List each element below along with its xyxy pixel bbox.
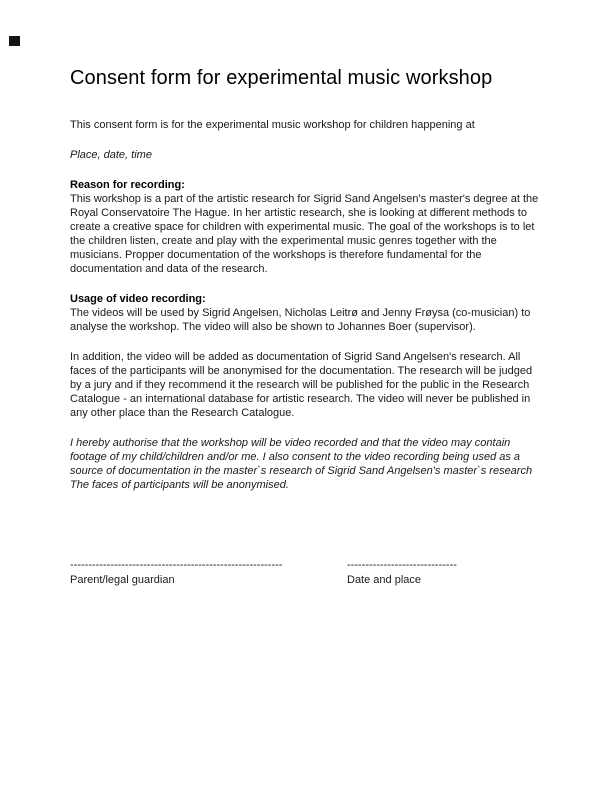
page-title: Consent form for experimental music workshop [70, 67, 493, 89]
guardian-signature-label: Parent/legal guardian [70, 574, 175, 586]
date-place-line: ------------------------------ [347, 559, 457, 571]
signature-block [70, 558, 543, 587]
date-place-area [347, 558, 543, 587]
date-place-label: Date and place [347, 574, 421, 586]
section-heading-usage: Usage of video recording: [70, 293, 206, 305]
section-body-usage: The videos will be used by Sigrid Angelsen, Nicholas Leitrø and Jenny Frøysa (co-musician) to analyse the workshop. The video will also be shown to Johannes Boer (supervisor). [70, 307, 531, 333]
place-date-time-line: Place, date, time [70, 149, 152, 161]
section-heading-reason: Reason for recording: [70, 179, 185, 191]
page-corner-marker [9, 36, 20, 46]
guardian-signature-line: ---------------------------------------------------------- [70, 559, 283, 571]
section-body-reason: This workshop is a part of the artistic research for Sigrid Sand Angelsen's master's degree at the Royal Conservatoire The Hague. In her artistic research, she is looking at different methods to create a creative space for children with experimental music. The goal of the workshops is to let the children listen, create and play with the experimental music genres together with the musicians. Propper documentation of the workshops is therefore fundamental for the documentation and data of the research. [70, 193, 539, 275]
addition-paragraph: In addition, the video will be added as documentation of Sigrid Sand Angelsen's research. All faces of the participants will be anonymised for the documentation. The research will be judged by a jury and if they recommend it the research will be published for the public in the Research Catalogue - an international database for artistic research. The video will never be published in any other place than the Research Catalogue. [70, 351, 533, 419]
guardian-signature-area [70, 558, 347, 587]
intro-paragraph: This consent form is for the experimental music workshop for children happening at [70, 119, 475, 131]
consent-statement: I hereby authorise that the workshop will be video recorded and that the video may contain footage of my child/children and/or me. I also consent to the video recording being used as a source of documentation in the master`s research of Sigrid Sand Angelsen's master`s research The faces of participants will be anonymised. [70, 437, 533, 491]
